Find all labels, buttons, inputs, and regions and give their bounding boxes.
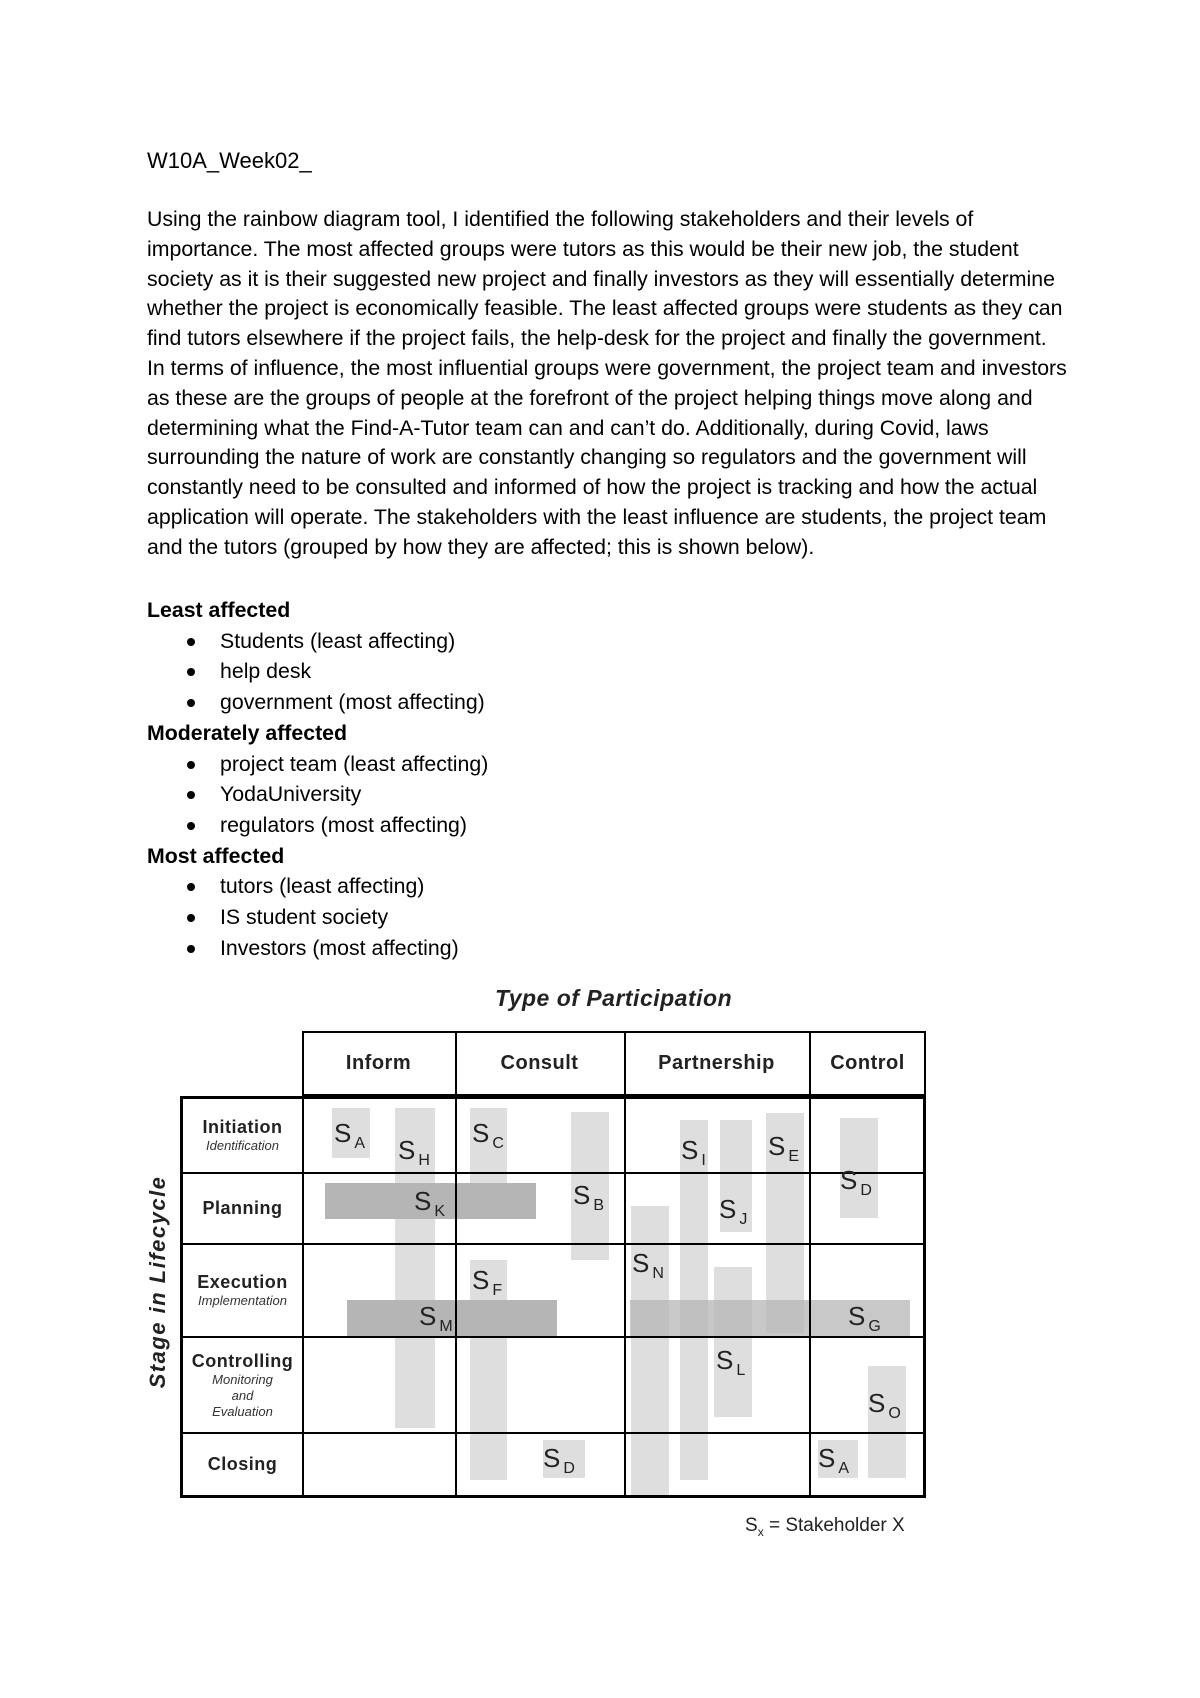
row-header-planning (183, 1174, 302, 1243)
stakeholder-label-o: S $_O$ (868, 1388, 901, 1422)
list-item: Students (least affecting) (147, 626, 1047, 657)
group-list-most (147, 871, 1047, 963)
stakeholder-label-l: S $_L$ (716, 1345, 746, 1379)
diagram-legend: $S_x$ = Stakeholder X (745, 1515, 905, 1539)
affected-groups (147, 595, 1047, 963)
row-header-controlling (183, 1338, 302, 1432)
row-label: Closing (207, 1454, 278, 1474)
stakeholder-label-i: S $_I$ (681, 1135, 706, 1169)
column-header-partnership: Partnership (658, 1052, 775, 1074)
group-heading-moderate: Moderately affected (147, 720, 348, 745)
stakeholder-label-b: S $_B$ (573, 1180, 605, 1214)
stakeholder-label-m: S $_M$ (419, 1301, 453, 1335)
group-list-least (147, 626, 1047, 718)
grid-divider (455, 1031, 457, 1498)
stakeholder-label-a: S $_A$ (334, 1118, 366, 1152)
row-label: Planning (202, 1198, 283, 1218)
list-item: Investors (most affecting) (147, 933, 1047, 964)
grid-divider (809, 1031, 811, 1498)
row-sublabel: Implementation (198, 1293, 287, 1308)
list-item: project team (least affecting) (147, 749, 1047, 780)
column-header-consult: Consult (500, 1052, 579, 1074)
column-header-control: Control (830, 1052, 905, 1074)
list-item: YodaUniversity (147, 779, 1047, 810)
list-item: tutors (least affecting) (147, 871, 1047, 902)
list-item: government (most affecting) (147, 687, 1047, 718)
stakeholder-label-c: S $_C$ (472, 1118, 504, 1152)
row-header-closing (183, 1434, 302, 1495)
group-heading-least: Least affected (147, 598, 291, 622)
row-axis-label: Stage in Lifecycle (145, 1175, 170, 1389)
stakeholder-label-j: S $_J$ (719, 1194, 748, 1228)
group-list-moderate (147, 749, 1047, 841)
row-label: Controlling (191, 1350, 294, 1371)
row-label: Initiation (202, 1117, 283, 1137)
intro-paragraph: Using the rainbow diagram tool, I identified the following stakeholders and their levels of importance. The most affected groups were tutors as this would be their new job, the student society as it is their suggested new project and finally investors as they will essentially determine whether the project is economically feasible. The least affected groups were students as they can find tutors elsewhere if the project fails, the help-desk for the project and finally the government. In terms of influence, the most influential groups were government, the project team and investors as these are the groups of people at the forefront of the project helping things move along and determining what the Find-A-Tutor team can and can’t do. Additionally, during Covid, laws surrounding the nature of work are constantly changing so regulators and the government will constantly need to be consulted and informed of how the project is tracking and how the actual application will operate. The stakeholders with the least influence are students, the project team and the tutors (grouped by how they are affected; this is shown below). (147, 207, 1067, 559)
column-header-inform: Inform (345, 1052, 412, 1074)
stakeholder-label-a-bottom: S $_A$ (818, 1443, 850, 1477)
page-title: W10A_Week02_ (147, 148, 312, 173)
row-sublabel: Identification (206, 1138, 279, 1153)
row-header-initiation (183, 1099, 302, 1172)
row-header-execution (183, 1245, 302, 1336)
grid-divider (624, 1031, 626, 1498)
group-heading-most: Most affected (147, 843, 285, 868)
stakeholder-label-d-top: S $_D$ (840, 1165, 872, 1199)
stakeholder-label-e: S $_E$ (768, 1131, 800, 1165)
stakeholder-label-d-bottom: S $_D$ (543, 1443, 575, 1477)
stakeholder-label-g: S $_G$ (848, 1301, 881, 1335)
stakeholder-label-f: S $_F$ (472, 1265, 503, 1299)
list-item: IS student society (147, 902, 1047, 933)
row-label: Execution (197, 1272, 288, 1292)
stakeholder-label-h: S $_H$ (398, 1135, 430, 1169)
list-item: regulators (most affecting) (147, 810, 1047, 841)
stakeholder-label-k: S $_K$ (414, 1186, 446, 1220)
diagram-title: Type of Participation (495, 985, 733, 1011)
grid-divider (302, 1096, 304, 1498)
list-item: help desk (147, 656, 1047, 687)
row-sublabel: Monitoring and Evaluation (212, 1371, 273, 1419)
stakeholder-label-n: S $_N$ (632, 1248, 664, 1282)
